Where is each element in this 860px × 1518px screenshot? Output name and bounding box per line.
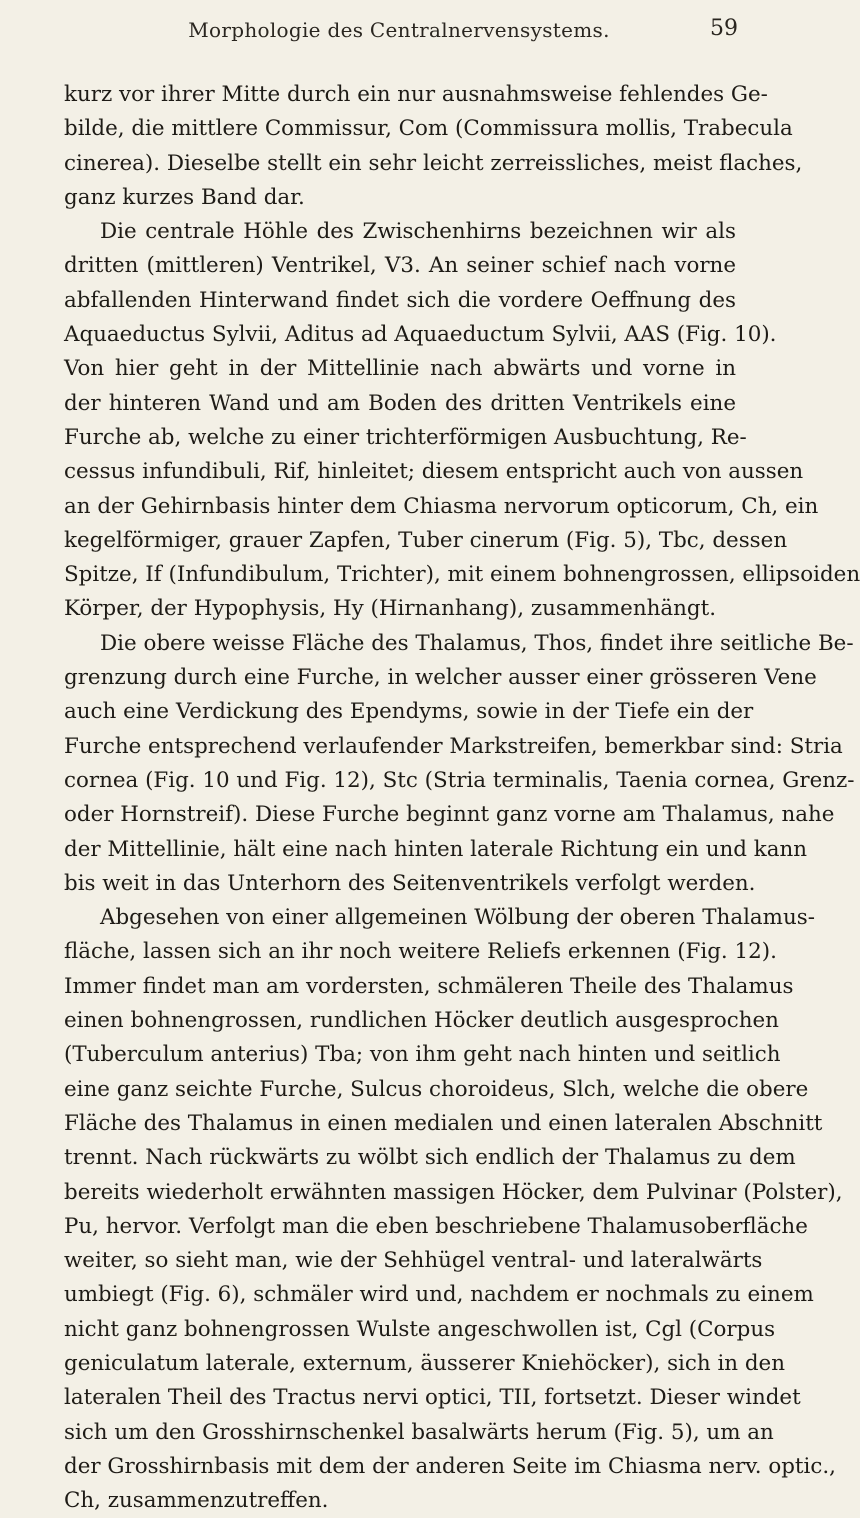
text-line: Fläche des Thalamus in einen medialen und einen lateralen Abschnitt: [64, 1110, 823, 1136]
text-line: bilde, die mittlere Commissur, Com (Commissura mollis, Trabecula: [64, 116, 793, 142]
body-text: [64, 78, 860, 1518]
text-line: ganz kurzes Band dar.: [64, 184, 305, 210]
text-line: an der Gehirnbasis hinter dem Chiasma nervorum opticorum, Ch, ein: [64, 493, 819, 519]
text-line: trennt. Nach rückwärts zu wölbt sich endlich der Thalamus zu dem: [64, 1145, 796, 1171]
text-line: kurz vor ihrer Mitte durch ein nur ausnahmsweise fehlendes Ge-: [64, 82, 768, 107]
text-line: fläche, lassen sich an ihr noch weitere Reliefs erkennen (Fig. 12).: [64, 939, 777, 965]
text-line: Die centrale Höhle des Zwischenhirns bezeichnen wir als: [100, 219, 736, 245]
text-line: (Tuberculum anterius) Tba; von ihm geht nach hinten und seitlich: [64, 1042, 781, 1068]
text-line: abfallenden Hinterwand findet sich die vordere Oeffnung des: [64, 287, 736, 313]
text-line: der hinteren Wand und am Boden des dritten Ventrikels eine: [64, 390, 736, 416]
text-line: dritten (mittleren) Ventrikel, V3. An seiner schief nach vorne: [64, 253, 736, 279]
text-line: auch eine Verdickung des Ependyms, sowie in der Tiefe ein der: [64, 699, 754, 725]
text-line: Spitze, If (Infundibulum, Trichter), mit einem bohnengrossen, ellipsoiden: [64, 562, 860, 588]
text-line: nicht ganz bohnengrossen Wulste angeschwollen ist, Cgl (Corpus: [64, 1316, 776, 1342]
text-line: einen bohnengrossen, rundlichen Höcker deutlich ausgesprochen: [64, 1008, 779, 1034]
text-line: cessus infundibuli, Rif, hinleitet; diesem entspricht auch von aussen: [64, 459, 804, 485]
text-line: Immer findet man am vordersten, schmäleren Theile des Thalamus: [64, 973, 794, 999]
text-line: cornea (Fig. 10 und Fig. 12), Stc (Stria terminalis, Taenia cornea, Grenz-: [64, 767, 855, 793]
text-line: umbiegt (Fig. 6), schmäler wird und, nachdem er nochmals zu einem: [64, 1282, 814, 1308]
text-line: sich um den Grosshirnschenkel basalwärts herum (Fig. 5), um an: [64, 1419, 774, 1445]
text-line: Furche ab, welche zu einer trichterförmigen Ausbuchtung, Re-: [64, 424, 747, 450]
text-line: Furche entsprechend verlaufender Markstreifen, bemerkbar sind: Stria: [64, 733, 843, 759]
text-line: bis weit in das Unterhorn des Seitenventrikels verfolgt werden.: [64, 870, 756, 896]
text-line: cinerea). Dieselbe stellt ein sehr leicht zerreissliches, meist flaches,: [64, 150, 803, 176]
text-line: bereits wiederholt erwähnten massigen Höcker, dem Pulvinar (Polster),: [64, 1179, 843, 1205]
text-line: Von hier geht in der Mittellinie nach abwärts und vorne in: [64, 356, 736, 382]
text-line: geniculatum laterale, externum, äusserer Kniehöcker), sich in den: [64, 1350, 785, 1376]
text-line: Ch, zusammenzutreffen.: [64, 1488, 329, 1514]
text-line: Abgesehen von einer allgemeinen Wölbung der oberen Thalamus-: [100, 905, 815, 931]
running-title: Morphologie des Centralnervensystems.: [188, 18, 610, 42]
text-line: weiter, so sieht man, wie der Sehhügel ventral- und lateralwärts: [64, 1248, 763, 1274]
text-line: grenzung durch eine Furche, in welcher ausser einer grösseren Vene: [64, 665, 817, 691]
text-line: Aquaeductus Sylvii, Aditus ad Aquaeductum Sylvii, AAS (Fig. 10).: [64, 322, 777, 348]
page-header: [62, 14, 736, 52]
text-line: oder Hornstreif). Diese Furche beginnt ganz vorne am Thalamus, nahe: [64, 802, 835, 828]
text-line: eine ganz seichte Furche, Sulcus choroideus, Slch, welche die obere: [64, 1076, 809, 1102]
page-number: 59: [710, 16, 738, 41]
text-line: Pu, hervor. Verfolgt man die eben beschriebene Thalamusoberfläche: [64, 1213, 808, 1239]
text-line: der Mittellinie, hält eine nach hinten laterale Richtung ein und kann: [64, 836, 808, 862]
text-line: Die obere weisse Fläche des Thalamus, Thos, findet ihre seitliche Be-: [100, 630, 854, 656]
text-line: der Grosshirnbasis mit dem der anderen Seite im Chiasma nerv. optic.,: [64, 1453, 836, 1479]
text-line: lateralen Theil des Tractus nervi optici, TII, fortsetzt. Dieser windet: [64, 1385, 801, 1411]
text-line: Körper, der Hypophysis, Hy (Hirnanhang), zusammenhängt.: [64, 596, 716, 622]
text-line: kegelförmiger, grauer Zapfen, Tuber cinerum (Fig. 5), Tbc, dessen: [64, 527, 788, 553]
